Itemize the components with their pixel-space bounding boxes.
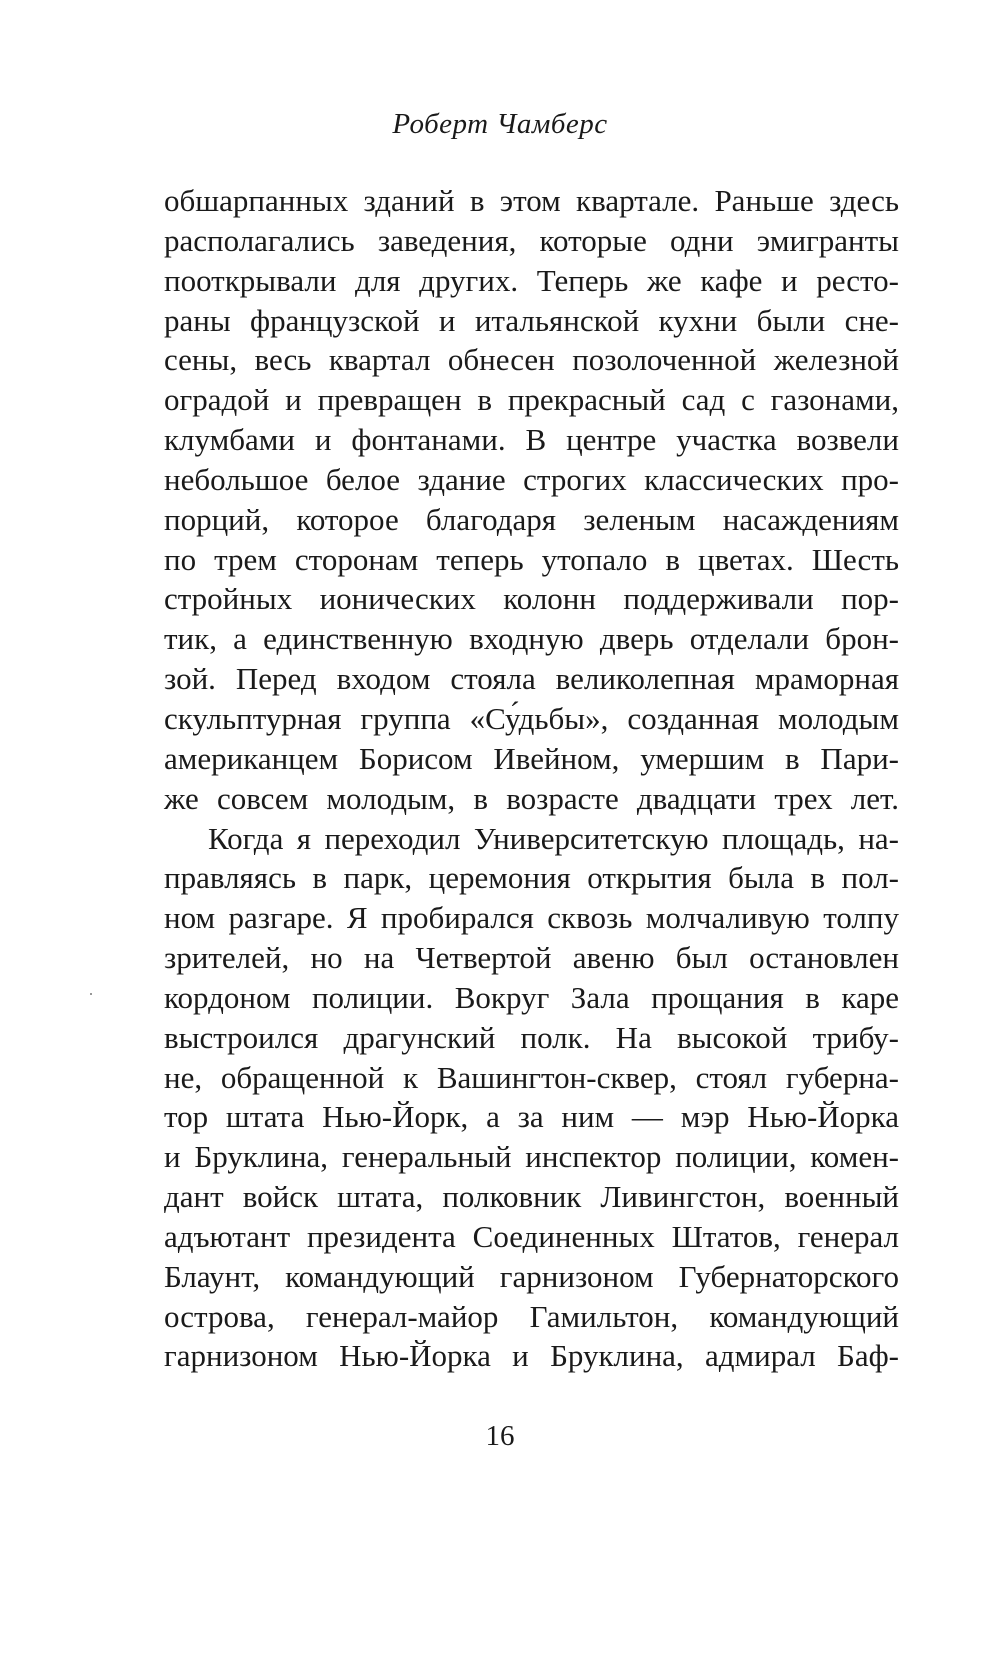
- text-line: обшарпанных зданий в этом квартале. Раньше здесь: [164, 183, 899, 218]
- text-line: клумбами и фонтанами. В центре участка возвели: [164, 422, 899, 458]
- text-line: острова, генерал-майор Гамильтон, командующий: [164, 1298, 899, 1334]
- text-line: сены, весь квартал обнесен позолоченной железной: [164, 342, 899, 378]
- text-line: Блаунт, командующий гарнизоном Губернаторского: [164, 1258, 899, 1294]
- text-line: кордоном полиции. Вокруг Зала прощания в каре: [164, 979, 899, 1015]
- text-line: располагались заведения, которые одни эмигранты: [164, 222, 899, 258]
- text-line: стройных ионических колонн поддерживали пор-: [164, 581, 899, 617]
- text-line: тор штата Нью-Йорк, а за ним — мэр Нью-Йорка: [164, 1099, 899, 1135]
- text-line: Когда я переходил Университетскую площадь, на-: [208, 820, 899, 856]
- text-line: ном разгаре. Я пробирался сквозь молчаливую толпу: [164, 900, 899, 936]
- paragraph: [164, 181, 899, 819]
- text-line: оградой и превращен в прекрасный сад с газонами,: [164, 382, 899, 418]
- text-line: раны французской и итальянской кухни были сне-: [164, 302, 899, 338]
- text-line: порций, которое благодаря зеленым насаждениям: [164, 501, 899, 537]
- text-line: выстроился драгунский полк. На высокой трибу-: [164, 1019, 899, 1055]
- text-line: и Бруклина, генеральный инспектор полиции, комен-: [164, 1139, 899, 1175]
- text-line: американцем Борисом Ивейном, умершим в Пари-: [164, 740, 899, 776]
- text-line: дант войск штата, полковник Ливингстон, военный: [164, 1179, 899, 1215]
- page-number: 16: [485, 1420, 515, 1452]
- text-line: небольшое белое здание строгих классических про-: [164, 461, 899, 497]
- text-line: зрителей, но на Четвертой авеню был остановлен: [164, 940, 899, 976]
- body-text: [164, 181, 899, 1376]
- scan-speck: [90, 993, 92, 995]
- text-line: гарнизоном Нью-Йорка и Бруклина, адмирал Баф-: [164, 1338, 899, 1374]
- text-line: пооткрывали для других. Теперь же кафе и ресто-: [164, 262, 899, 298]
- text-line: адъютант президента Соединенных Штатов, генерал: [164, 1218, 899, 1254]
- text-line: зой. Перед входом стояла великолепная мраморная: [164, 661, 899, 697]
- text-line: тик, а единственную входную дверь отделали брон-: [164, 621, 899, 657]
- running-head: Роберт Чамберс: [392, 108, 608, 140]
- text-line: скульптурная группа «Су́дьбы», созданная молодым: [164, 700, 899, 736]
- text-line: по трем сторонам теперь утопало в цветах. Шесть: [164, 541, 899, 577]
- text-line: правляясь в парк, церемония открытия была в пол-: [164, 860, 899, 896]
- paragraph: [164, 819, 899, 1377]
- text-line: не, обращенной к Вашингтон-сквер, стоял губерна-: [164, 1059, 899, 1095]
- text-line: же совсем молодым, в возрасте двадцати трех лет.: [164, 780, 899, 816]
